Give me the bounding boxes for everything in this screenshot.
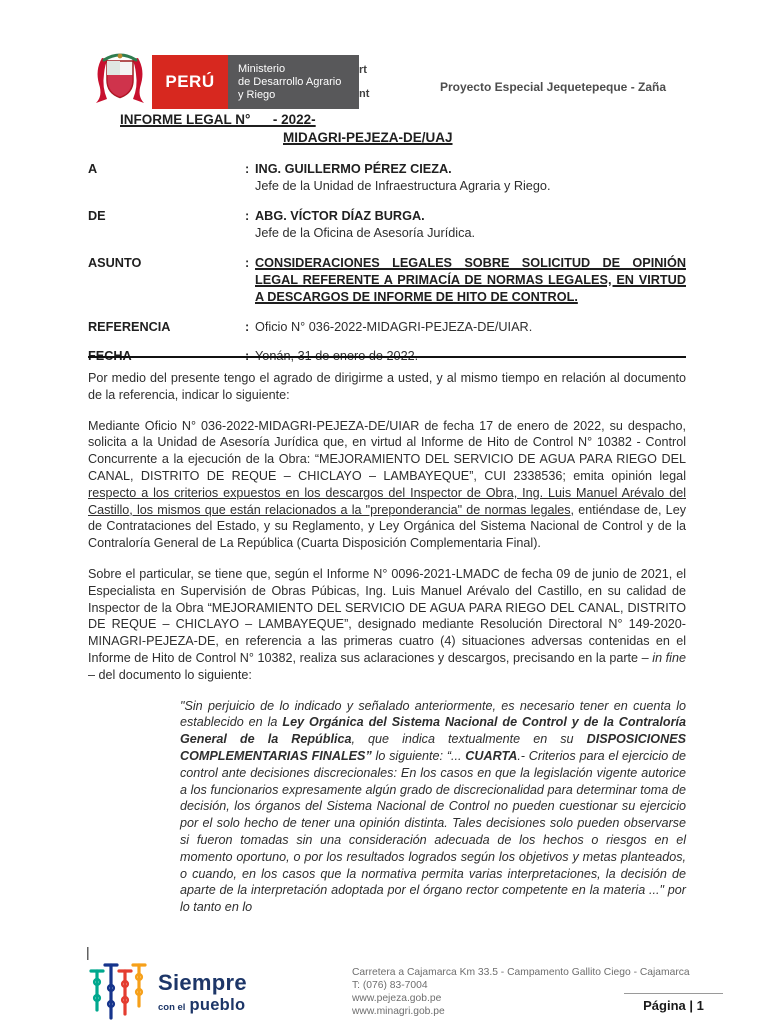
obscured-text-fragment: nt bbox=[359, 88, 370, 100]
meta-row-referencia bbox=[88, 319, 686, 336]
stray-pipe-character: | bbox=[86, 944, 90, 960]
meta-value-a bbox=[245, 161, 686, 195]
meta-value-de bbox=[245, 208, 686, 242]
meta-label-a: A bbox=[88, 162, 98, 176]
block-quote: "Sin perjuicio de lo indicado y señalado anteriormente, es necesario tener en cuenta lo establecido en la Ley Orgánica del Sistema Nacional de Control y de la Contraloría General de la República, que indica textualmente en su DISPOSICIONES COMPLEMENTARIAS FINALES” lo siguiente: “... CUARTA.- Criterios para el ejercicio de control ante decisiones discrecionales: En los casos en que la legislación vigente autorice a los funcionarios expresamente algún grado de discrecionalidad para determinar toma de decisión, los órganos del Sistema Nacional de Control no pueden cuestionar su ejercicio por el solo hecho de tener una opinión distinta. Tales decisiones solo pueden observarse si fueron tomadas sin una consideración adecuada de los hechos o riesgos en el momento oportuno, o por los resultados logrados según los objetivos y metas planteados, o cuando, en los casos que la normativa permita varias interpretaciones, la decisión de aparte de la interpretación adoptada por el órgano rector competente en la materia ..." por lo tanto en lo bbox=[180, 698, 686, 915]
website-minagri: www.minagri.gob.pe bbox=[352, 1006, 445, 1017]
meta-row-a bbox=[88, 161, 686, 195]
sender-title: Jefe de la Oficina de Asesoría Jurídica. bbox=[255, 226, 476, 240]
phone-line: T: (076) 83-7004 bbox=[352, 980, 428, 991]
slogan-line2 bbox=[158, 997, 247, 1014]
ministry-line-2: de Desarrollo Agrario bbox=[238, 75, 342, 88]
obscured-text-fragment: rt bbox=[359, 64, 367, 76]
meta-value-asunto bbox=[245, 255, 686, 306]
sender-name: ABG. VÍCTOR DÍAZ BURGA. bbox=[255, 209, 425, 223]
ministry-line-3: y Riego bbox=[238, 88, 276, 101]
meta-row-de bbox=[88, 208, 686, 242]
address-line: Carretera a Cajamarca Km 33.5 - Campamento Gallito Ciego - Cajamarca bbox=[352, 967, 690, 978]
slogan-con-el: con el bbox=[158, 1002, 186, 1013]
meta-colon: : bbox=[245, 209, 250, 223]
footer-slogan bbox=[158, 972, 247, 1014]
peru-brand-label: PERÚ bbox=[165, 72, 215, 91]
page-number: Página | 1 bbox=[624, 993, 723, 1013]
ministry-box bbox=[228, 55, 359, 109]
memo-meta-block bbox=[88, 161, 686, 378]
meta-label-referencia: REFERENCIA bbox=[88, 320, 171, 334]
recipient-name: ING. GUILLERMO PÉREZ CIEZA. bbox=[255, 162, 452, 176]
paragraph-request: Mediante Oficio N° 036-2022-MIDAGRI-PEJEZA-DE/UIAR de fecha 17 de enero de 2022, su despacho, solicita a la Unidad de Asesoría Jurídica que, en virtud al Informe de Hito de Control N° 10382 - Control Concurrente a la ejecución de la Obra: “MEJORAMIENTO DEL SERVICIO DE AGUA PARA RIEGO DEL CANAL, DISTRITO DE REQUE – CHICLAYO – LAMBAYEQUE”, CUI 2338536; emita opinión legal respecto a los criterios expuestos en los descargos del Inspector de Obra, Ing. Luis Manuel Arévalo del Castillo, los mismos que están relacionados a la "preponderancia" de normas legales, entiéndase de, Ley de Contrataciones del Estado, y su Reglamento, y Ley Orgánica del Sistema Nacional de Control y de la Contraloría General de La República (Cuarta Disposición Complementaria Final). bbox=[88, 418, 686, 551]
website-pejeza: www.pejeza.gob.pe bbox=[352, 993, 442, 1004]
slogan-siempre: Siempre bbox=[158, 970, 247, 995]
peru-brand-box bbox=[152, 55, 228, 109]
meta-value-referencia bbox=[245, 319, 686, 336]
memo-body bbox=[88, 370, 686, 916]
header-divider-line bbox=[88, 356, 686, 358]
ministry-line-1: Ministerio bbox=[238, 62, 286, 75]
project-name: Proyecto Especial Jequetepeque - Zaña bbox=[439, 80, 667, 94]
subject-text: CONSIDERACIONES LEGALES SOBRE SOLICITUD DE OPINIÓN LEGAL REFERENTE A PRIMACÍA DE NORMAS LEGALES, EN VIRTUD A DESCARGOS DE INFORME DE HITO DE CONTROL. bbox=[255, 256, 686, 304]
meta-label-de: DE bbox=[88, 209, 106, 223]
document-number-line2: MIDAGRI-PEJEZA-DE/UAJ bbox=[283, 130, 453, 145]
recipient-title: Jefe de la Unidad de Infraestructura Agraria y Riego. bbox=[255, 179, 551, 193]
siempre-con-el-pueblo-logo-icon bbox=[88, 962, 154, 1020]
paragraph-intro: Por medio del presente tengo el agrado de dirigirme a usted, y al mismo tiempo en relación al documento de la referencia, indicar lo siguiente: bbox=[88, 371, 686, 402]
slogan-pueblo: pueblo bbox=[189, 996, 246, 1014]
meta-colon: : bbox=[245, 320, 250, 334]
meta-label-asunto: ASUNTO bbox=[88, 256, 142, 270]
document-number-line1: INFORME LEGAL N° - 2022- bbox=[120, 112, 316, 127]
meta-colon: : bbox=[245, 256, 250, 270]
reference-value: Oficio N° 036-2022-MIDAGRI-PEJEZA-DE/UIAR. bbox=[255, 320, 533, 334]
meta-colon: : bbox=[245, 162, 250, 176]
paragraph-background: Sobre el particular, se tiene que, según el Informe N° 0096-2021-LMADC de fecha 09 de junio de 2021, el Especialista en Supervisión de Obras Púbicas, Ing. Luis Manuel Arévalo del Castillo, en su calidad de Inspector de la Obra “MEJORAMIENTO DEL SERVICIO DE AGUA PARA RIEGO DEL CANAL, DISTRITO DE REQUE – CHICLAYO – LAMBAYEQUE”, designado mediante Resolución Directoral N° 149-2020-MINAGRI-PEJEZA-DE, en referencia a las primeras cuatro (4) situaciones adversas contenidas en el Informe de Hito de Control N° 10382, realiza sus aclaraciones y descargos, precisando en la parte – in fine – del documento lo siguiente: bbox=[88, 566, 686, 682]
meta-row-asunto bbox=[88, 255, 686, 306]
peru-coat-of-arms-icon bbox=[92, 50, 148, 108]
